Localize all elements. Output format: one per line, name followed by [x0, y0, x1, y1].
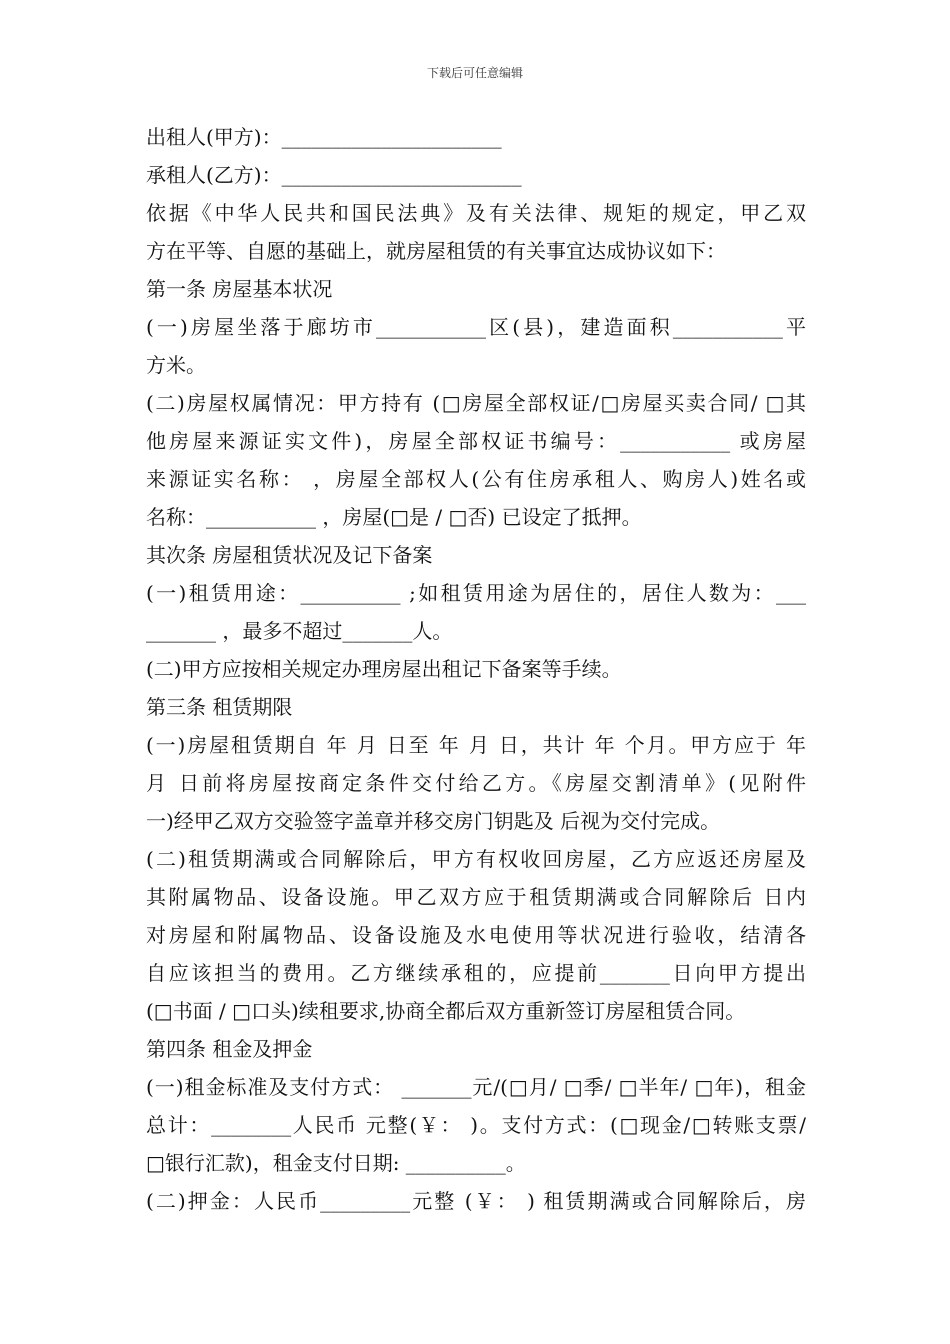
- text-line: (二)房屋权属情况：甲方持有 (□房屋全部权证/□房屋买卖合同/ □其: [146, 391, 806, 415]
- text-line: (一)房屋租赁期自 年 月 日至 年 月 日，共计 年 个月。甲方应于 年: [146, 733, 806, 757]
- text-line: 对房屋和附属物品、设备设施及水电使用等状况进行验收，结清各: [146, 923, 806, 947]
- text-line: (一)房屋坐落于廊坊市___________区(县)，建造面积___________平: [146, 315, 806, 339]
- text-line: (二)押金：人民币_________元整 (￥： ) 租赁期满或合同解除后，房: [146, 1189, 806, 1213]
- text-line: 依据《中华人民共和国民法典》及有关法律、规矩的规定，甲乙双: [146, 201, 806, 225]
- text-line: 名称：___________ ，房屋(□是 / □否) 已设定了抵押。: [146, 505, 642, 529]
- text-line: (二)甲方应按相关规定办理房屋出租记下备案等手续。: [146, 657, 622, 681]
- text-line: 其附属物品、设备设施。甲乙双方应于租赁期满或合同解除后 日内: [146, 885, 806, 909]
- text-line: 方在平等、自愿的基础上，就房屋租赁的有关事宜达成协议如下：: [146, 239, 726, 263]
- text-line: (一)租金标准及支付方式： _______元/(□月/ □季/ □半年/ □年)，租金: [146, 1075, 806, 1099]
- text-line: (一)租赁用途：__________ ;如租赁用途为居住的，居住人数为：___: [146, 581, 806, 605]
- text-line: _______ ，最多不超过_______人。: [146, 619, 453, 643]
- text-line: (二)租赁期满或合同解除后，甲方有权收回房屋，乙方应返还房屋及: [146, 847, 806, 871]
- page-header: 下载后可任意编辑: [426, 66, 523, 80]
- text-line: 一)经甲乙双方交验签字盖章并移交房门钥匙及 后视为交付完成。: [146, 809, 721, 833]
- text-line: 方米。: [146, 353, 206, 377]
- document-body: [146, 118, 806, 1220]
- text-line: 来源证实名称： ，房屋全部权人(公有住房承租人、购房人)姓名或: [146, 467, 806, 491]
- text-line: 月 日前将房屋按商定条件交付给乙方。《房屋交割清单》(见附件: [146, 771, 806, 795]
- text-line: 自应该担当的费用。乙方继续承租的，应提前_______日向甲方提出: [146, 961, 806, 985]
- text-line: 总计：________人民币 元整(￥： )。支付方式：(□现金/□转账支票/: [146, 1113, 806, 1137]
- text-line: 出租人(甲方)：______________________: [146, 125, 502, 149]
- text-line: (□书面 / □口头)续租要求,协商全都后双方重新签订房屋租赁合同。: [146, 999, 746, 1023]
- section-heading: 第三条 租赁期限: [146, 695, 293, 719]
- section-heading: 第一条 房屋基本状况: [146, 277, 333, 301]
- text-line: 承租人(乙方)：________________________: [146, 163, 522, 187]
- text-line: 他房屋来源证实文件)，房屋全部权证书编号：___________ 或房屋: [146, 429, 806, 453]
- section-heading: 其次条 房屋租赁状况及记下备案: [146, 543, 433, 567]
- text-line: □银行汇款)，租金支付日期: __________。: [146, 1151, 526, 1175]
- section-heading: 第四条 租金及押金: [146, 1037, 313, 1061]
